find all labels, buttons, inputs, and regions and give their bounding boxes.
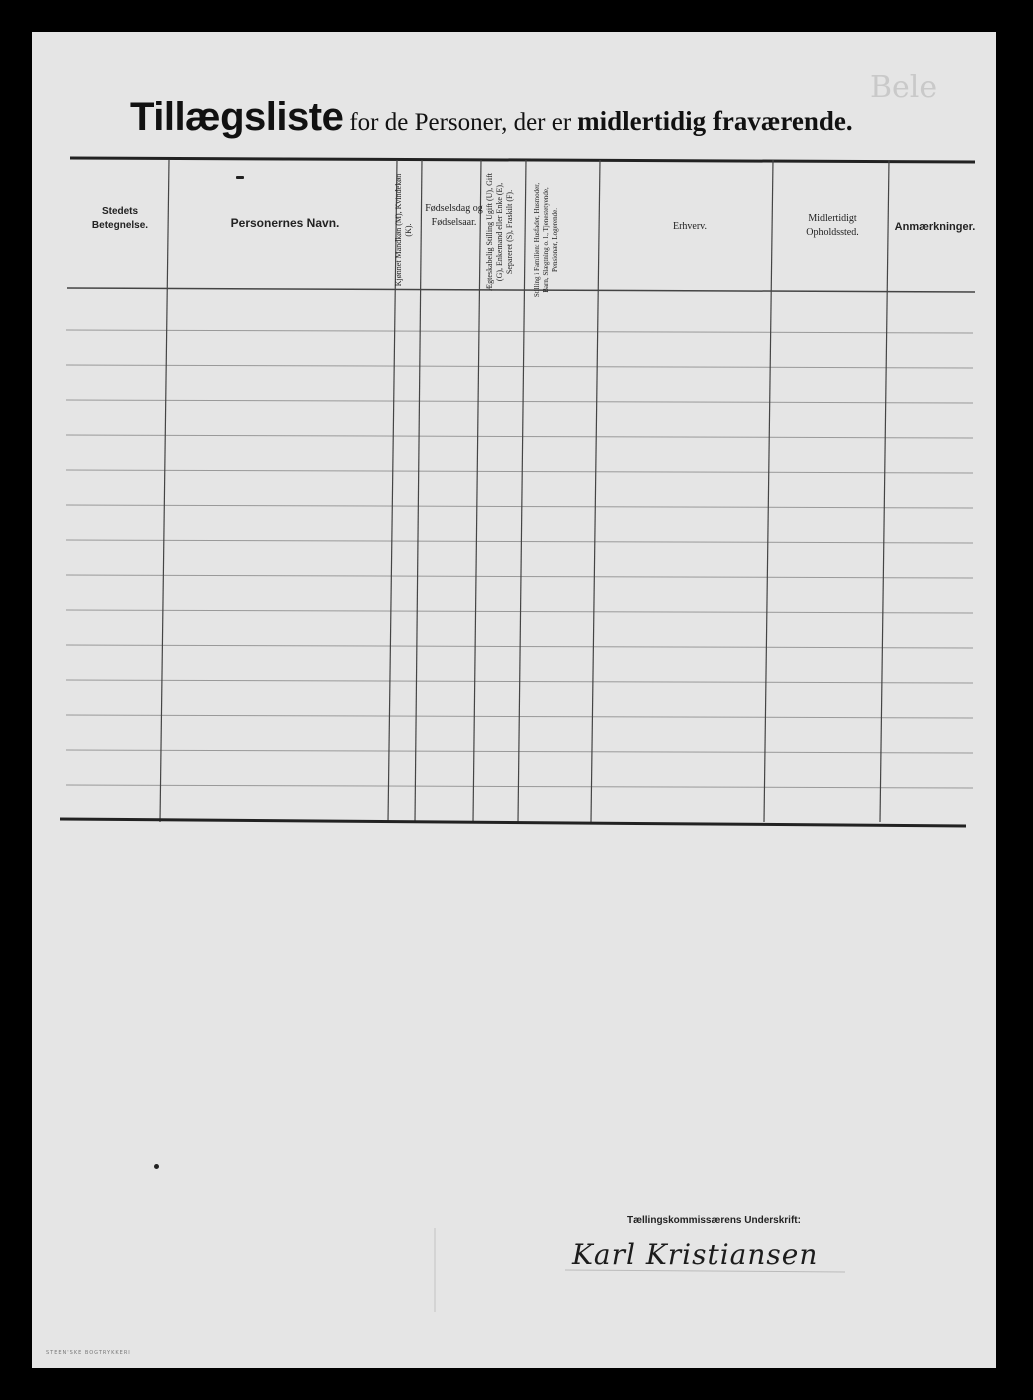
signature-label: Tællingskommissærens Underskrift: [627, 1215, 801, 1226]
header-fodsel: Fødselsdag og Fødselsaar. [425, 203, 483, 228]
ink-dot [154, 1164, 159, 1169]
header-aegteskab: Ægteskabelig Stilling Ugift (U), Gift (G), Enkemand eller Enke (E), Separeret (S), Fraskilt (F). [485, 173, 514, 291]
title-main: Tillægsliste [130, 95, 344, 139]
title-part-1: for de Personer, der er [349, 109, 572, 136]
title-part-2: midlertidig fraværende. [577, 106, 853, 136]
header-navn: Personernes Navn. [230, 216, 340, 230]
header-anmaerkninger: Anmærkninger. [894, 221, 976, 233]
header-stedets: Stedets Betegnelse. [91, 206, 149, 231]
printer-mark: STEEN'SKE BOGTRYKKERI [46, 1350, 131, 1356]
ink-dot [236, 176, 244, 179]
header-erhverv: Erhverv. [672, 221, 708, 232]
faint-stamp: Bele [870, 70, 938, 105]
header-familie: Stilling i Familien: Husfader, Husmoder, Barn, Slægtning o. l., Tjenestetyende, Pensionær, Logerende. [533, 182, 559, 298]
signature: Karl Kristiansen [572, 1238, 819, 1271]
header-opholdssted: Midlertidigt Opholdssted. [806, 213, 859, 238]
header-kjonnet: Kjønnet Mandkøn (M), Kvindekøn (K). [394, 173, 413, 287]
